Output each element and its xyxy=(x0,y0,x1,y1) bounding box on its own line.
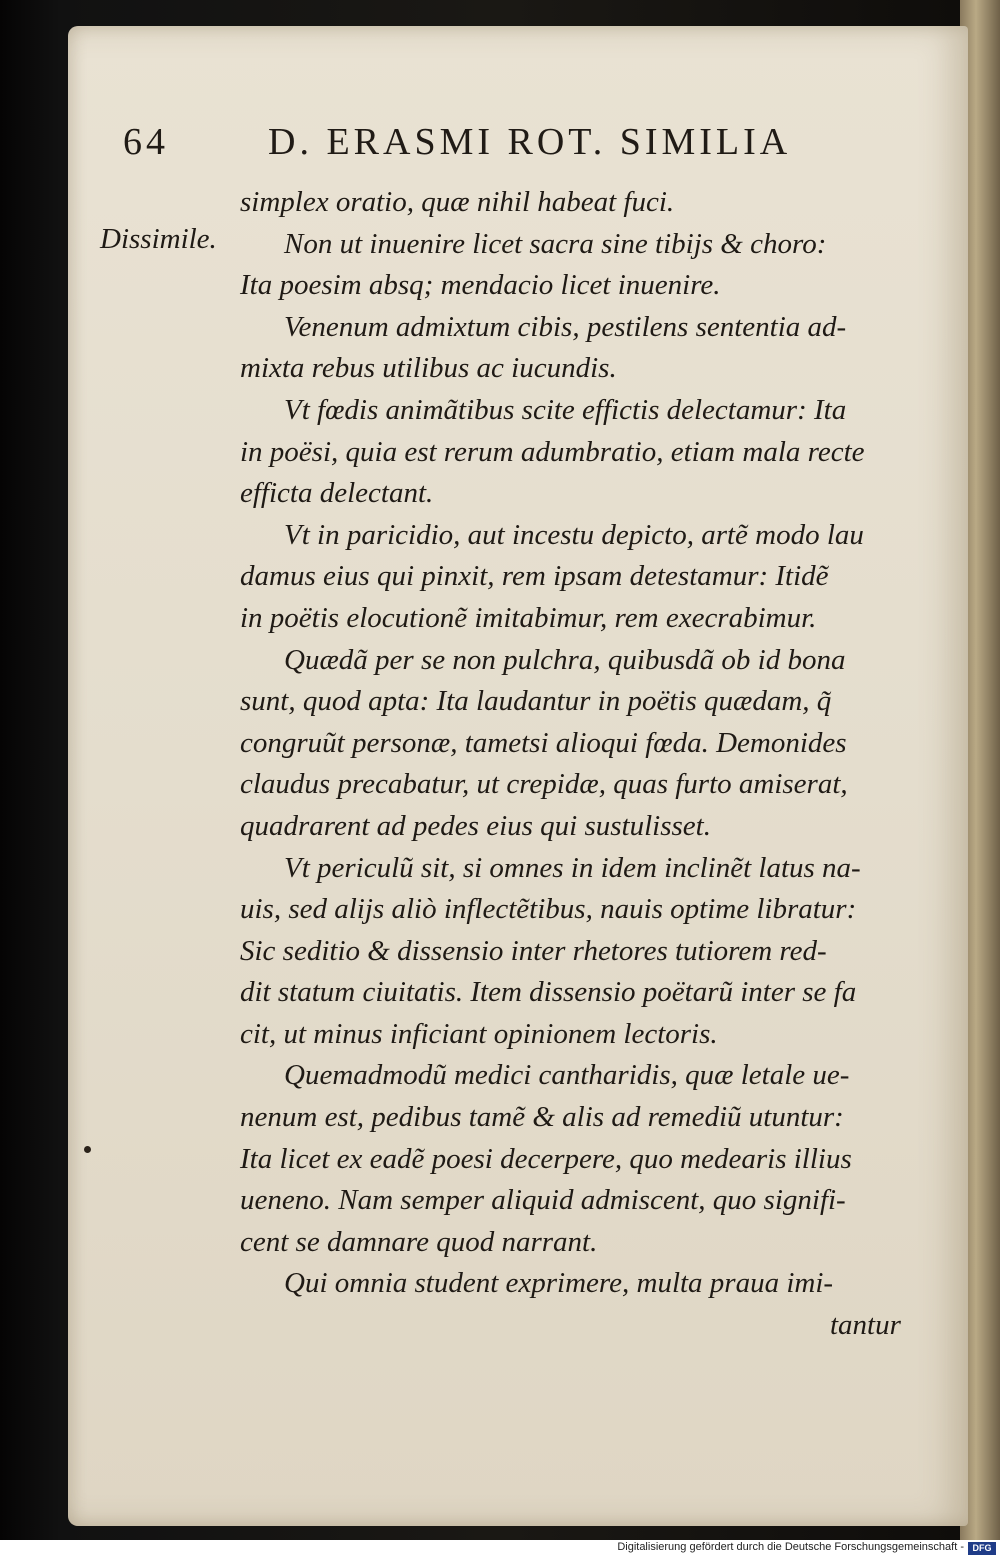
footer-bar xyxy=(0,1540,1000,1558)
text-line: claudus precabatur, ut crepidæ, quas furto amiserat, xyxy=(240,768,848,801)
text-line: Vt in paricidio, aut incestu depicto, artẽ modo lau xyxy=(284,518,864,551)
margin-note: Dissimile. xyxy=(100,223,217,255)
text-line: cit, ut minus inficiant opinionem lectoris. xyxy=(240,1017,718,1050)
text-line: sunt, quod apta: Ita laudantur in poëtis quædam, q̃ xyxy=(240,685,832,718)
text-line: simplex oratio, quæ nihil habeat fuci. xyxy=(240,186,675,218)
text-line: congruũt personæ, tametsi alioqui fœda. Demonides xyxy=(240,726,847,759)
text-line: damus eius qui pinxit, rem ipsam detestamur: Itidẽ xyxy=(240,560,829,593)
text-line: Vt fœdis animãtibus scite effictis delectamur: Ita xyxy=(284,393,847,426)
dfg-logo: DFG xyxy=(968,1542,996,1555)
body-text xyxy=(240,182,930,1347)
text-line: cent se damnare quod narrant. xyxy=(240,1225,598,1258)
text-line: Venenum admixtum cibis, pestilens sententia ad- xyxy=(284,310,847,343)
text-line: quadrarent ad pedes eius qui sustulisset. xyxy=(240,809,711,842)
text-line: in poëtis elocutionẽ imitabimur, rem execrabimur. xyxy=(240,601,817,634)
text-line: Sic seditio & dissensio inter rhetores tutiorem red- xyxy=(240,934,827,967)
text-line: Ita licet ex eadẽ poesi decerpere, quo medearis illius xyxy=(240,1142,852,1175)
text-line: dit statum ciuitatis. Item dissensio poëtarũ inter se fa xyxy=(240,976,857,1009)
margin-mark xyxy=(84,1146,91,1153)
funding-notice: Digitalisierung gefördert durch die Deutsche Forschungsgemeinschaft - xyxy=(617,1541,964,1553)
text-line: Non ut inuenire licet sacra sine tibijs & choro: xyxy=(284,227,827,260)
text-line: ueneno. Nam semper aliquid admiscent, quo signifi- xyxy=(240,1184,846,1217)
text-line: Vt periculũ sit, si omnes in idem inclinẽt latus na- xyxy=(284,851,861,884)
text-line: Quemadmodũ medici cantharidis, quæ letale ue- xyxy=(284,1059,850,1092)
text-line: nenum est, pedibus tamẽ & alis ad remediũ utuntur: xyxy=(240,1101,844,1134)
running-head xyxy=(123,120,903,176)
text-line: Quædã per se non pulchra, quibusdã ob id bona xyxy=(284,643,846,676)
text-line: Qui omnia student exprimere, multa praua imi- xyxy=(284,1267,834,1300)
text-line: in poësi, quia est rerum adumbratio, etiam mala recte xyxy=(240,435,865,468)
text-line: mixta rebus utilibus ac iucundis. xyxy=(240,352,617,385)
text-line: Ita poesim absq; mendacio licet inuenire. xyxy=(240,269,721,302)
text-line: uis, sed alijs aliò inflectẽtibus, nauis optime libratur: xyxy=(240,893,857,926)
running-head-title: D. ERASMI ROT. SIMILIA xyxy=(268,121,792,163)
text-line: efficta delectant. xyxy=(240,477,434,510)
page-number: 64 xyxy=(123,121,169,163)
catchword: tantur xyxy=(830,1309,901,1342)
